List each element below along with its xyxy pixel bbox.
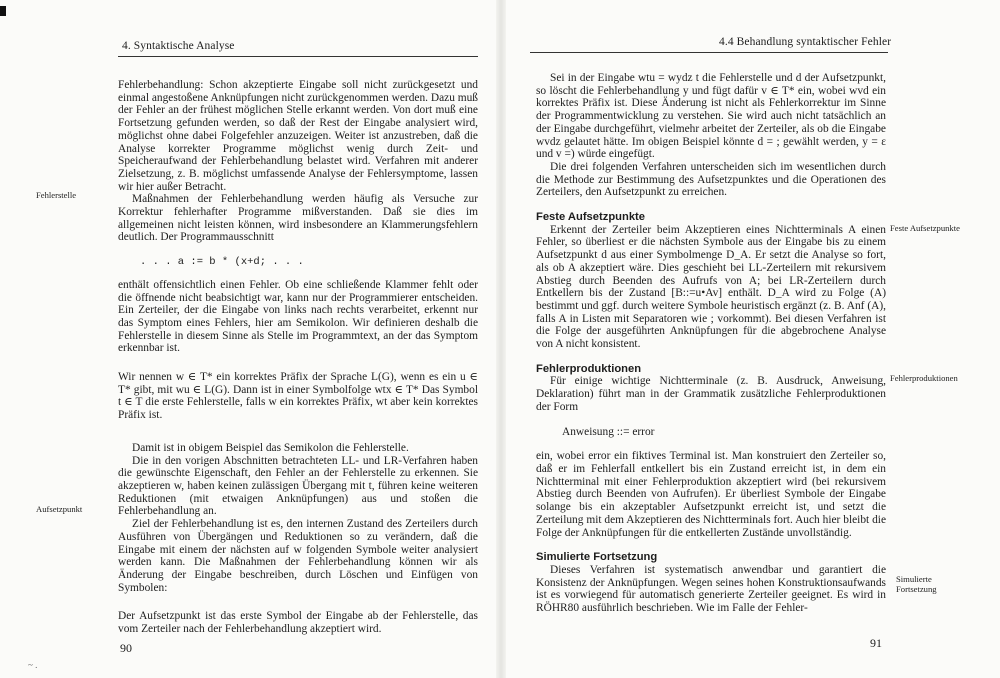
right-body xyxy=(536,72,886,615)
paragraph: Fehlerbehandlung: Schon akzeptierte Eingabe soll nicht zurückgesetzt und einmal angestoßene Anknüpfungen nicht zurückgenommen werden. Dazu muß der Fehler an der frühest möglichen Stelle erkannt werden. Von dort muß eine Fortsetzung gefunden werden, so daß der Rest der Eingabe analysiert wird, möglichst ohne dabei Folgefehler anzuzeigen. Weiter ist anzustreben, daß die Analyse korrekter Programme möglichst wenig durch Zeit- und Speicheraufwand der Fehlerbehandlung belastet wird. Verfahren mit anderer Zielsetzung, z. B. möglichst umfassende Analyse der Fehlersymptome, lassen wir hier außer Betracht. xyxy=(118,79,478,193)
paragraph: Sei in der Eingabe wtu = wydz t die Fehlerstelle und d der Aufsetzpunkt, so löscht die Fehlerbehandlung y und fügt dafür v ∈ T* ein, wobei wvd ein korrektes Präfix ist. Diese Änderung ist nicht als Fehlerkorrektur im Sinne der Programmentwicklung zu verstehen. Sie wird auch nicht tatsächlich an der Eingabe durchgeführt, vielmehr arbeitet der Zerteiler, als ob die Eingabe wvdz gelautet hätte. Im obigen Beispiel könnte d = ; gewählt werden, y = ε und v =) würde eingefügt. xyxy=(536,72,886,161)
definition-paragraph: Der Aufsetzpunkt ist das erste Symbol der Eingabe ab der Fehlerstelle, das vom Zerteiler nach der Fehlerbehandlung akzeptiert wird. xyxy=(118,610,478,636)
right-page-number: 91 xyxy=(870,636,882,650)
right-page xyxy=(500,0,1000,678)
section-text: Für einige wichtige Nichtterminale (z. B. Ausdruck, Anweisung, Deklaration) führt man in der Grammatik zusätzliche Fehlerproduktionen der Form xyxy=(536,375,886,413)
paragraph: Damit ist in obigem Beispiel das Semikolon die Fehlerstelle. xyxy=(132,441,409,454)
paragraph: Die in den vorigen Abschnitten betrachteten LL- und LR-Verfahren haben die gewünschte Eigenschaft, den Fehler an der Fehlerstelle zu erkennen. Sie akzeptieren w, haben keinen zulässigen Übergang mit t, führen keine weiteren Reduktionen (mit etwaigen Anknüpfungen) aus und stoßen die Fehlerbehandlung an. xyxy=(118,454,478,518)
left-running-head: 4. Syntaktische Analyse xyxy=(122,40,235,52)
margin-note-aufsetzpunkt: Aufsetzpunkt xyxy=(36,504,83,514)
section-heading-simulierte-fortsetzung: Simulierte Fortsetzung xyxy=(536,551,658,564)
left-body xyxy=(118,79,478,636)
paragraph: Die drei folgenden Verfahren unterscheiden sich im wesentlichen durch die Methode zur Bestimmung des Aufsetzpunktes und die Operationen des Zerteilers, den Aufsetzpunkt zu erreichen. xyxy=(536,160,886,199)
right-running-head: 4.4 Behandlung syntaktischer Fehler xyxy=(719,36,892,48)
section-text: Erkennt der Zerteiler beim Akzeptieren eines Nichtterminals A einen Fehler, so überliest er die nächsten Symbole aus der Eingabe bis zu einem Aufsetzpunkt d aus einer Symbolmenge D_A. Er setzt die Analyse so fort, als ob A akzeptiert wäre. Dies geschieht bei LL-Zerteilern mit rekursivem Abstieg durch Beenden des Aufrufs von A; bei LR-Zerteilern durch Entkellern bis der Zustand [B::=u•Av] enthält. D_A wird zu Folge (A) bestimmt und ggf. durch weitere Symbole heuristisch ergänzt (z. B. Anf (A), falls A in Listen mit Separatoren wie ; vorkommt). Bei diesen Verfahren ist die Folge der ausgeführten Anknüpfungen für die abgebrochene Analyse von A nicht konsistent. xyxy=(536,223,886,351)
section-heading-fehlerproduktionen: Fehlerproduktionen xyxy=(536,362,642,375)
definition-paragraph: Wir nennen w ∈ T* ein korrektes Präfix der Sprache L(G), wenn es ein u ∈ T* gibt, mit wu ∈ L(G). Dann ist in einer Symbolfolge wtx ∈ T* Das Symbol t ∈ T die erste Fehlerstelle, falls w ein korrektes Präfix, wt aber kein korrektes Präfix ist. xyxy=(118,371,478,422)
left-page-number: 90 xyxy=(120,641,132,655)
section-heading-feste-aufsetzpunkte: Feste Aufsetzpunkte xyxy=(536,211,645,224)
section-text: Dieses Verfahren ist systematisch anwendbar und garantiert die Konsistenz der Anknüpfungen. Wegen seines hohen Konstruktionsaufwands ist es vorwiegend für automatisch generierte Zerteiler geeignet. Es wird in RÖHR80 ausführlich beschrieben. Wie im Falle der Fehler- xyxy=(536,563,886,615)
margin-note-feste-aufsetzpunkte: Feste Aufsetzpunkte xyxy=(890,223,960,233)
margin-note-simulierte: Simulierte xyxy=(896,574,932,584)
margin-note-fehlerproduktionen: Fehlerproduktionen xyxy=(890,373,958,383)
margin-note-fortsetzung: Fortsetzung xyxy=(896,584,937,594)
grammar-production: Anweisung ::= error xyxy=(562,425,655,438)
left-header-rule xyxy=(118,56,478,57)
section-text: ein, wobei error ein fiktives Terminal ist. Man konstruiert den Zerteiler so, daß er im Fehlerfall entkellert bis ein Zustand erreicht ist, in dem ein Nichtterminal mit einer Fehlerproduktion akzeptiert wird (bei rekursivem Abstieg durch Beenden von Aufrufen). Er überliest Symbole der Eingabe solange bis ein akzeptabler Aufsetzpunkt erreicht ist, und setzt die Zerteilung mit dem Akzeptieren des Nichtterminals fort. Auch hier bleibt die Folge der Anknüpfungen für die entkellerten Zustände unvollständig. xyxy=(536,450,886,539)
paragraph: Ziel der Fehlerbehandlung ist es, den internen Zustand des Zerteilers durch Ausführen von Übergängen und Reduktionen so zu verändern, daß die Eingabe mit einem der nächsten auf w folgenden Symbole weiter analysiert werden kann. Die Maßnahmen der Fehlerbehandlung können wir als Änderung der Eingabe beschreiben, durch Löschen und Einfügen von Symbolen: xyxy=(118,518,478,594)
margin-note-fehlerstelle: Fehlerstelle xyxy=(36,190,77,200)
right-header-rule xyxy=(530,52,888,53)
scan-smudge: ~ . xyxy=(28,660,38,670)
code-example: . . . a := b * (x+d; . . . xyxy=(140,256,304,269)
paragraph: Maßnahmen der Fehlerbehandlung werden häufig als Versuche zur Korrektur fehlerhafter Programme mißverstanden. Daß sie dies im allgemeinen nicht leisten können, wird insbesondere an Klammerungsfehlern deutlich. Der Programmausschnitt xyxy=(118,193,478,244)
paragraph: enthält offensichtlich einen Fehler. Ob eine schließende Klammer fehlt oder die öffnende nicht beabsichtigt war, kann nur der Programmierer entscheiden. Ein Zerteiler, der die Eingabe von links nach rechts verarbeitet, erkennt nur das Symptom eines Fehlers, hier am Semikolon. Wir definieren deshalb die Fehlerstelle in diesem Sinne als Stelle im Programmtext, an der das Symptom erkennbar ist. xyxy=(118,278,478,355)
